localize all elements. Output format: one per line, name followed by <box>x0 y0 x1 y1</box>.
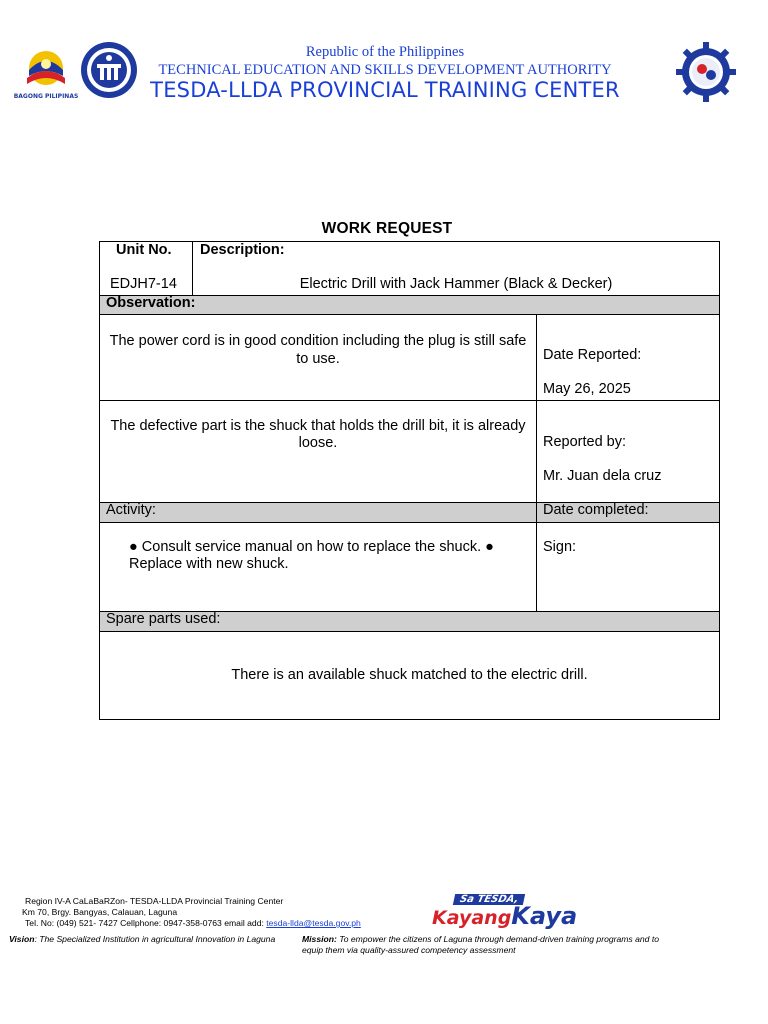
reported-by-value: Mr. Juan dela cruz <box>543 468 662 484</box>
unit-no-label: Unit No. <box>116 242 172 258</box>
observation-2-text: The defective part is the shuck that holds the drill bit, it is already loose. <box>110 418 526 451</box>
footer-address-1: Region IV-A CaLaBaRZon- TESDA-LLDA Provincial Training Center <box>25 896 284 906</box>
vision-label: Vision <box>9 934 35 944</box>
activity-text: ● Consult service manual on how to replace the shuck. ● Replace with new shuck. <box>129 539 494 572</box>
vision-text: : The Specialized Institution in agricultural Innovation in Laguna <box>34 934 276 944</box>
slogan-kayang: Kayang <box>432 907 512 929</box>
slogan-kaya: Kaya <box>511 902 578 930</box>
center-heading: TESDA-LLDA PROVINCIAL TRAINING CENTER <box>150 78 620 102</box>
spare-parts-text: There is an available shuck matched to the electric drill. <box>231 667 588 683</box>
footer-address-2: Km 70, Brgy. Bangyas, Calauan, Laguna <box>22 907 178 917</box>
activity-label: Activity: <box>106 502 156 518</box>
observation-label: Observation: <box>106 295 196 311</box>
footer-email-link[interactable]: tesda-llda@tesda.gov.ph <box>266 918 361 928</box>
work-request-form <box>99 241 720 720</box>
kayang-kaya-logo <box>432 892 612 928</box>
observation-1-text: The power cord is in good condition including the plug is still safe to use. <box>109 333 527 367</box>
date-reported-label: Date Reported: <box>543 347 642 363</box>
footer-vision <box>9 934 275 945</box>
divider <box>100 400 719 401</box>
divider <box>536 314 537 611</box>
date-reported-value: May 26, 2025 <box>543 381 631 397</box>
date-completed-label: Date completed: <box>543 502 649 518</box>
spare-parts-label: Spare parts used: <box>106 611 221 627</box>
document-title: WORK REQUEST <box>321 220 453 237</box>
footer-contact <box>25 918 361 929</box>
footer-contact-text: Tel. No: (049) 521- 7427 Cellphone: 0947-358-0763 email add: <box>25 918 264 928</box>
republic-heading: Republic of the Philippines <box>305 44 465 60</box>
slogan-top: Sa TESDA, <box>453 894 526 905</box>
sign-label: Sign: <box>543 539 577 555</box>
divider <box>100 631 719 632</box>
bagong-pilipinas-caption: BAGONG PILIPINAS <box>14 93 78 100</box>
mission-label: Mission: <box>302 934 337 944</box>
divider <box>100 522 719 523</box>
description-label: Description: <box>200 242 285 258</box>
agency-heading: TECHNICAL EDUCATION AND SKILLS DEVELOPMENT AUTHORITY <box>158 62 612 78</box>
footer-mission <box>302 934 682 956</box>
mission-text: To empower the citizens of Laguna through demand-driven training programs and to equip them via quality-assured competency assessment <box>302 934 660 955</box>
reported-by-label: Reported by: <box>543 434 627 450</box>
slogan-bottom <box>432 902 577 930</box>
divider <box>100 314 719 315</box>
unit-no-value: EDJH7-14 <box>110 276 177 292</box>
description-value: Electric Drill with Jack Hammer (Black & Decker) <box>299 276 613 292</box>
